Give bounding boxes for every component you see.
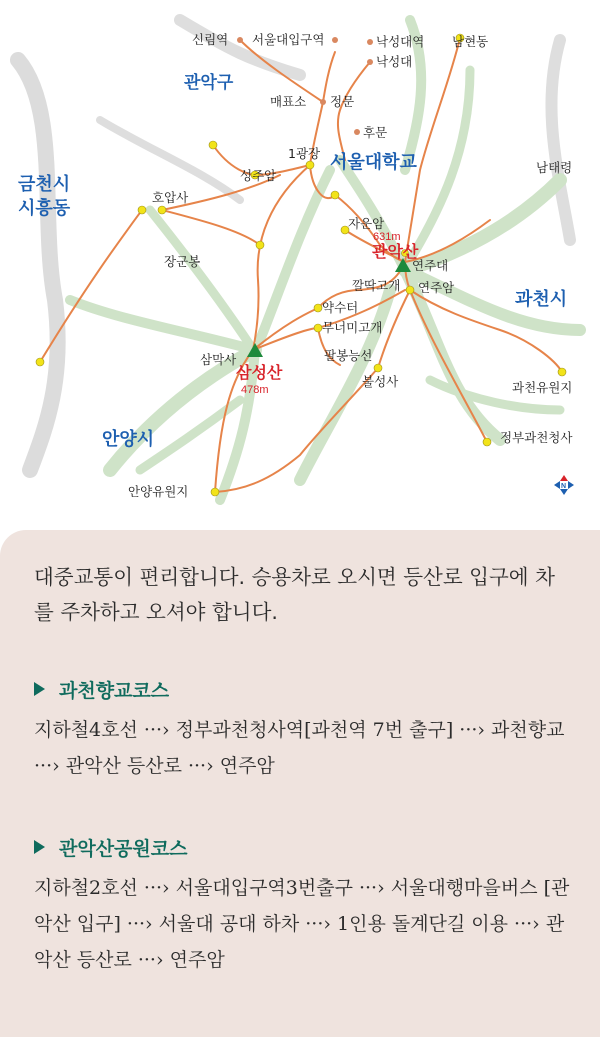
label-yeonjuam: 연주암	[418, 280, 455, 295]
info-panel	[0, 530, 600, 1037]
triangle-bullet-icon	[34, 682, 45, 696]
peak-height-samseongsan: 478m	[241, 384, 269, 396]
label-gov-complex: 정부과천청사	[500, 430, 573, 445]
label-hoapsa: 호압사	[152, 190, 189, 205]
waypoint	[138, 206, 146, 214]
course-route-gwacheon-hyanggyo: 지하철4호선 ···› 정부과천청사역[과천역 7번 출구] ···› 과천향교 ···› 관악산 등산로 ···› 연주암	[34, 719, 565, 777]
label-sammaksa: 삼막사	[200, 352, 237, 367]
peak-name-samseongsan: 삼성산	[236, 365, 283, 382]
label-namhyeon: 남현동	[452, 34, 489, 49]
region-geumcheon: 금천시	[18, 174, 71, 194]
triangle-bullet-icon	[34, 840, 45, 854]
waypoint	[158, 206, 166, 214]
station-marker	[332, 37, 338, 43]
station-marker	[320, 99, 326, 105]
label-kkaltakgogae: 깔딱고개	[352, 278, 401, 293]
label-jauam: 자운암	[348, 216, 385, 231]
label-palbongneungseon: 팔봉능선	[324, 348, 373, 363]
label-anyang-resort: 안양유원지	[128, 484, 189, 499]
region-snu: 서울대학교	[330, 152, 417, 172]
waypoint	[406, 286, 414, 294]
label-main-gate: 정문	[330, 94, 355, 109]
label-muneomigogae: 무너미고개	[322, 320, 383, 335]
intro-text: 대중교통이 편리합니다. 승용차로 오시면 등산로 입구에 차를 주차하고 오셔야 합니다.	[34, 565, 555, 624]
waypoint	[211, 488, 219, 496]
waypoint	[256, 241, 264, 249]
course-title-gwanaksan-park: 관악산공원코스	[34, 834, 187, 861]
label-ticket-office: 매표소	[270, 94, 307, 109]
station-marker	[354, 129, 360, 135]
svg-text:N: N	[561, 483, 567, 490]
waypoint	[209, 141, 217, 149]
label-janggunbong: 장군봉	[164, 254, 201, 269]
peak-name-gwanaksan: 관악산	[372, 244, 419, 261]
station-marker	[367, 59, 373, 65]
label-gwacheon-resort: 과천유원지	[512, 380, 573, 395]
label-seongjuam: 성주암	[240, 168, 277, 183]
label-back-gate: 후문	[363, 125, 388, 140]
waypoint	[306, 161, 314, 169]
waypoint	[331, 191, 339, 199]
waypoint	[314, 304, 322, 312]
label-bulseongsa: 불성사	[362, 374, 399, 389]
label-nakseongdae: 낙성대	[376, 54, 413, 69]
station-marker	[237, 37, 243, 43]
label-sillim: 신림역	[192, 32, 229, 47]
region-gwacheon: 과천시	[515, 289, 568, 309]
label-yeonjudae: 연주대	[412, 258, 449, 273]
waypoint	[374, 364, 382, 372]
label-yaksuteo: 약수터	[322, 300, 359, 315]
course-route-gwanaksan-park: 지하철2호선 ···› 서울대입구역3번출구 ···› 서울대행마을버스 [관악산 입구] ···› 서울대 공대 하차 ···› 1인용 돌계단길 이용 ···› 관악산 등산로 ···› 연주암	[34, 877, 570, 971]
terrain-ridges	[18, 20, 580, 500]
station-marker	[367, 39, 373, 45]
compass-icon	[554, 475, 574, 495]
label-snu-station: 서울대입구역	[252, 32, 325, 47]
waypoint	[483, 438, 491, 446]
region-anyang: 안양시	[102, 429, 155, 449]
label-plaza: 1광장	[288, 146, 321, 161]
waypoint	[558, 368, 566, 376]
region-siheung: 시흥동	[18, 198, 71, 218]
waypoint	[36, 358, 44, 366]
region-gwanak-gu: 관악구	[184, 73, 234, 92]
peak-height-gwanaksan: 631m	[373, 231, 401, 243]
label-namtaeryeong: 남태령	[536, 160, 573, 175]
course-title-gwacheon-hyanggyo: 과천향교코스	[34, 676, 169, 703]
waypoint	[314, 324, 322, 332]
label-nakseongdae-station: 낙성대역	[376, 34, 425, 49]
